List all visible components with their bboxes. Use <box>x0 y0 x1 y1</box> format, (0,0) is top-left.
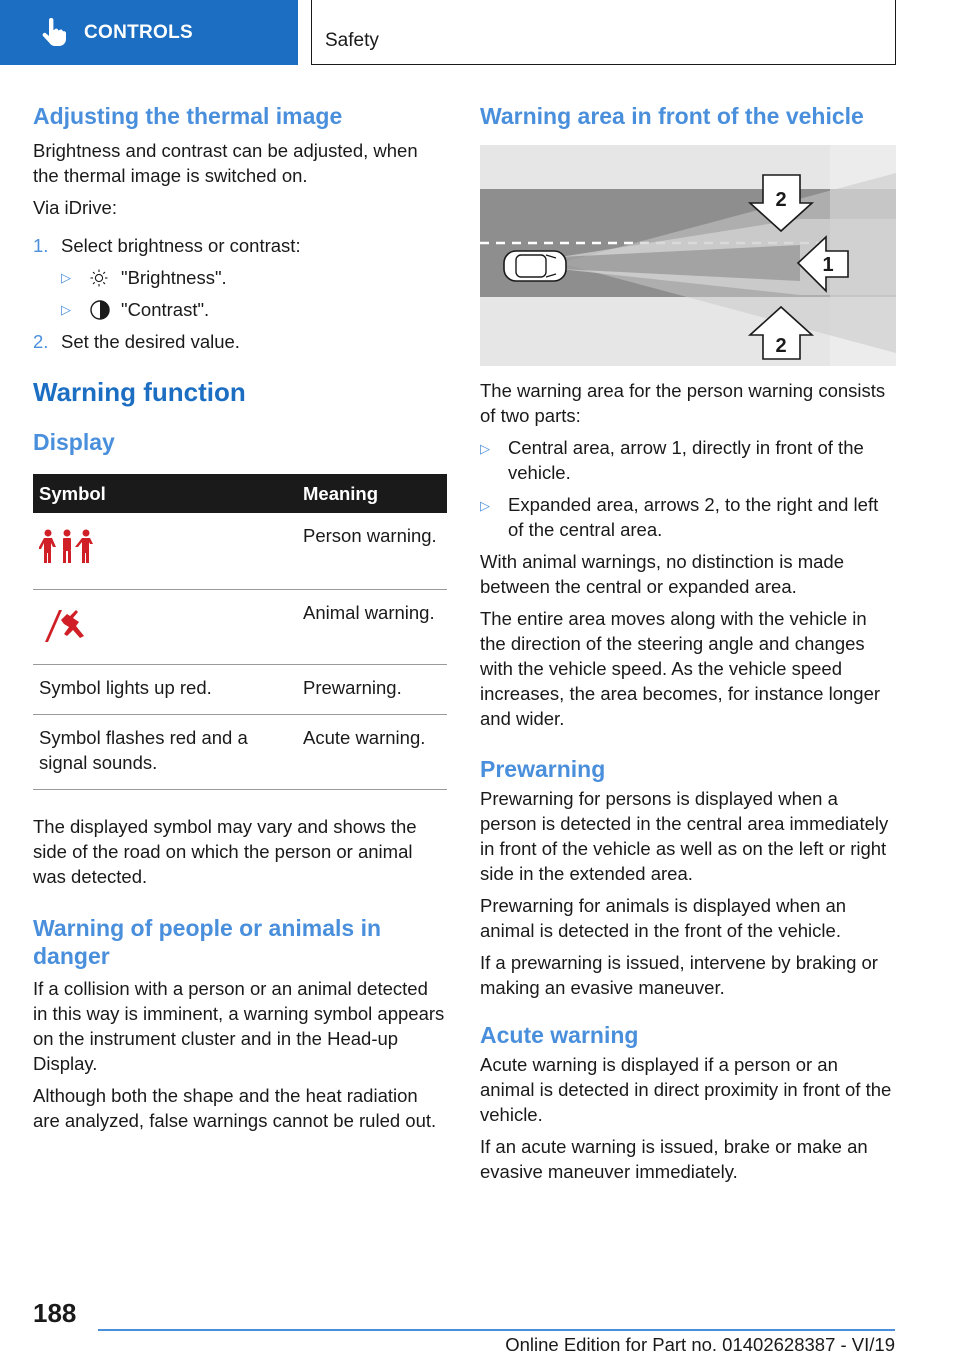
footer-divider <box>98 1329 895 1331</box>
prewarning-paragraph-2: Prewarning for animals is displayed when an animal is detected in the front of the vehicle. <box>480 895 847 941</box>
table-cell-meaning: Prewarning. <box>297 664 447 714</box>
thermal-paragraph-1: Brightness and contrast can be adjusted, when the thermal image is switched on. <box>33 140 418 186</box>
area-paragraph-2: With animal warnings, no distinction is made between the central or expanded area. <box>480 551 844 597</box>
hand-pointer-icon <box>40 18 66 48</box>
display-table <box>33 474 447 790</box>
person-warning-icon <box>39 527 95 567</box>
arrow-center-label: 1 <box>822 254 834 276</box>
step-1-text: Select brightness or contrast: <box>61 235 301 256</box>
table-row <box>33 513 447 589</box>
page-number: 188 <box>33 1298 77 1328</box>
left-column <box>33 100 447 1133</box>
table-cell-symbol <box>33 589 297 664</box>
table-header-symbol: Symbol <box>33 474 297 513</box>
animal-warning-icon <box>39 604 95 644</box>
triangle-bullet-icon: ▷ <box>480 441 490 456</box>
step-1-option-contrast <box>33 297 447 322</box>
prewarning-paragraph-1: Prewarning for persons is displayed when a person is detected in the central area immediately in front of the vehicle as well as on the left or right side in the extended area. <box>480 788 889 884</box>
danger-heading: Warning of people or animals in danger <box>33 914 382 969</box>
chapter-tab <box>0 0 298 65</box>
warning-function-heading: Warning function <box>33 377 246 407</box>
list-item-text: Expanded area, arrows 2, to the right and left of the central area. <box>508 494 879 540</box>
step-1 <box>33 233 447 258</box>
step-1-option-brightness <box>33 265 447 290</box>
table-header-meaning: Meaning <box>297 474 447 513</box>
arrow-top-label: 2 <box>775 189 787 211</box>
table-cell-symbol <box>33 513 297 589</box>
brightness-label: "Brightness". <box>121 267 227 288</box>
vehicle-icon <box>504 251 566 281</box>
section-title: Safety <box>325 30 379 51</box>
table-header-row <box>33 474 447 513</box>
triangle-bullet-icon: ▷ <box>61 302 71 317</box>
section-header <box>311 0 896 65</box>
area-paragraph-1: The warning area for the person warning consists of two parts: <box>480 380 886 426</box>
arrow-bottom-label: 2 <box>775 335 787 357</box>
triangle-bullet-icon: ▷ <box>480 498 490 513</box>
step-2-text: Set the desired value. <box>61 331 240 352</box>
display-note: The displayed symbol may vary and shows the side of the road on which the person or animal was detected. <box>33 815 417 887</box>
list-item-text: Central area, arrow 1, directly in front of the vehicle. <box>508 437 864 483</box>
table-row <box>33 589 447 664</box>
thermal-paragraph-2: Via iDrive: <box>33 197 117 218</box>
step-2 <box>33 329 447 354</box>
chapter-tab-label: CONTROLS <box>84 21 194 43</box>
table-cell-meaning: Acute warning. <box>297 714 447 789</box>
edition-text: Online Edition for Part no. 01402628387 - VI/19 <box>505 1334 895 1355</box>
table-row <box>33 664 447 714</box>
danger-paragraph-1: If a collision with a person or an animal detected in this way is imminent, a warning symbol appears on the instrument cluster and in the Head-up Display. <box>33 977 445 1074</box>
triangle-bullet-icon: ▷ <box>61 270 71 285</box>
contrast-icon <box>89 299 111 321</box>
right-column <box>480 100 896 1184</box>
table-cell-meaning: Person warning. <box>297 513 447 589</box>
area-paragraph-3: The entire area moves along with the vehicle in the direction of the steering angle and changes with the vehicle speed. As the vehicle speed increases, the area becomes, for instance longer and wider. <box>480 608 881 729</box>
step-1-number: 1. <box>33 235 49 256</box>
table-row <box>33 714 447 789</box>
prewarning-heading: Prewarning <box>480 756 606 782</box>
warning-area-heading: Warning area in front of the vehicle <box>480 103 864 129</box>
acute-paragraph-2: If an acute warning is issued, brake or make an evasive maneuver immediately. <box>480 1136 868 1182</box>
table-cell-symbol: Symbol flashes red and a signal sounds. <box>33 714 297 789</box>
acute-paragraph-1: Acute warning is displayed if a person or an animal is detected in direct proximity in front of the vehicle. <box>480 1054 892 1125</box>
prewarning-paragraph-3: If a prewarning is issued, intervene by braking or making an evasive maneuver. <box>480 952 878 998</box>
table-cell-meaning: Animal warning. <box>297 589 447 664</box>
list-item <box>480 435 896 485</box>
step-2-number: 2. <box>33 331 49 352</box>
thermal-image-heading: Adjusting the thermal image <box>33 103 343 129</box>
danger-paragraph-2: Although both the shape and the heat radiation are analyzed, false warnings cannot be ruled out. <box>33 1084 437 1131</box>
list-item <box>480 492 896 542</box>
contrast-label: "Contrast". <box>121 299 210 320</box>
table-cell-symbol: Symbol lights up red. <box>33 664 297 714</box>
display-heading: Display <box>33 429 115 455</box>
sun-brightness-icon <box>89 268 109 288</box>
warning-area-diagram <box>480 145 896 366</box>
acute-warning-heading: Acute warning <box>480 1022 639 1048</box>
